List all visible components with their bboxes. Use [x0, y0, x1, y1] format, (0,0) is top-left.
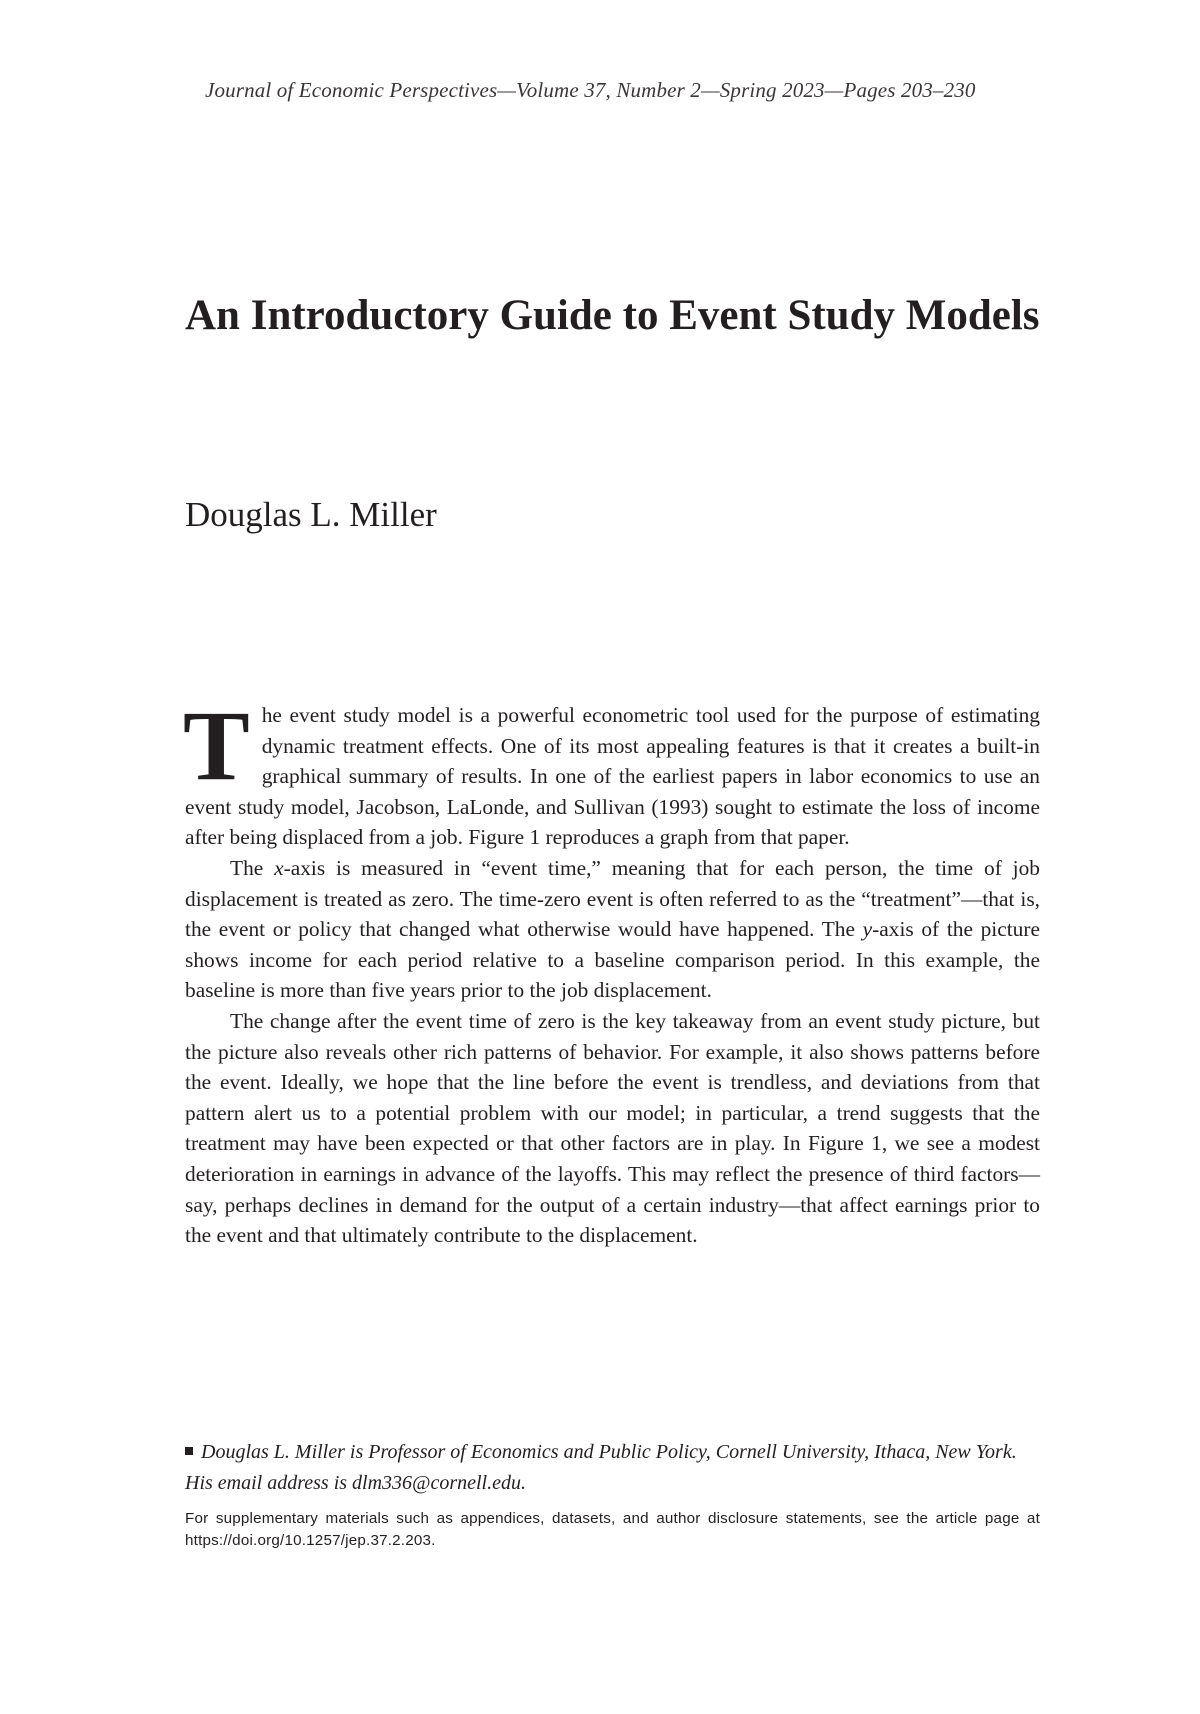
- supplementary-note: For supplementary materials such as appendices, datasets, and author disclosure statements, see the article page at https://doi.org/10.1257/jep.37.2.203.: [185, 1510, 1040, 1549]
- author-footnote: [185, 1437, 1040, 1499]
- author-footnote-text: Douglas L. Miller is Professor of Economics and Public Policy, Cornell University, Ithaca, New York. His email address is dlm336@cornell.edu.: [185, 1441, 1017, 1494]
- article-title: An Introductory Guide to Event Study Models: [185, 292, 1040, 339]
- running-head: Journal of Economic Perspectives—Volume 37, Number 2—Spring 2023—Pages 203–230: [205, 78, 976, 102]
- paragraph-2: [185, 853, 1040, 1006]
- drop-cap: T: [183, 690, 250, 801]
- paragraph-2-text-a: The: [230, 855, 275, 880]
- article-body: [183, 690, 1040, 1251]
- paragraph-2-text-c: -axis of the picture shows income for each period relative to a baseline comparison period. In this example, the baseline is more than five years prior to the job displacement.: [185, 917, 1040, 1003]
- article-author: Douglas L. Miller: [185, 495, 437, 534]
- y-variable: y: [862, 917, 873, 942]
- paragraph-1-text: he event study model is a powerful econometric tool used for the purpose of estimating dynamic treatment effects. One of its most appealing features is that it creates a built-in graphical summary of results. In one of the earliest papers in labor economics to use an event study model, Jacobson, LaLonde, and Sullivan (1993) sought to estimate the loss of income after being displaced from a job. Figure 1 reproduces a graph from that paper.: [185, 703, 1040, 850]
- paragraph-1: [183, 690, 1040, 853]
- square-bullet-icon: [185, 1447, 193, 1455]
- x-variable: x: [274, 855, 284, 880]
- paragraph-2-text-b: -axis is measured in “event time,” meaning that for each person, the time of job displacement is treated as zero. The time-zero event is often referred to as the “treatment”—that is, the event or policy that changed what otherwise would have happened. The: [185, 855, 1040, 942]
- paragraph-3: The change after the event time of zero is the key takeaway from an event study picture, but the picture also reveals other rich patterns of behavior. For example, it also shows patterns before the event. Ideally, we hope that the line before the event is trendless, and deviations from that pattern alert us to a potential problem with our model; in particular, a trend suggests that the treatment may have been expected or that other factors are in play. In Figure 1, we see a modest deterioration in earnings in advance of the layoffs. This may reflect the presence of third factors—say, perhaps declines in demand for the output of a certain industry—that affect earnings prior to the event and that ultimately contribute to the displacement.: [185, 1008, 1040, 1248]
